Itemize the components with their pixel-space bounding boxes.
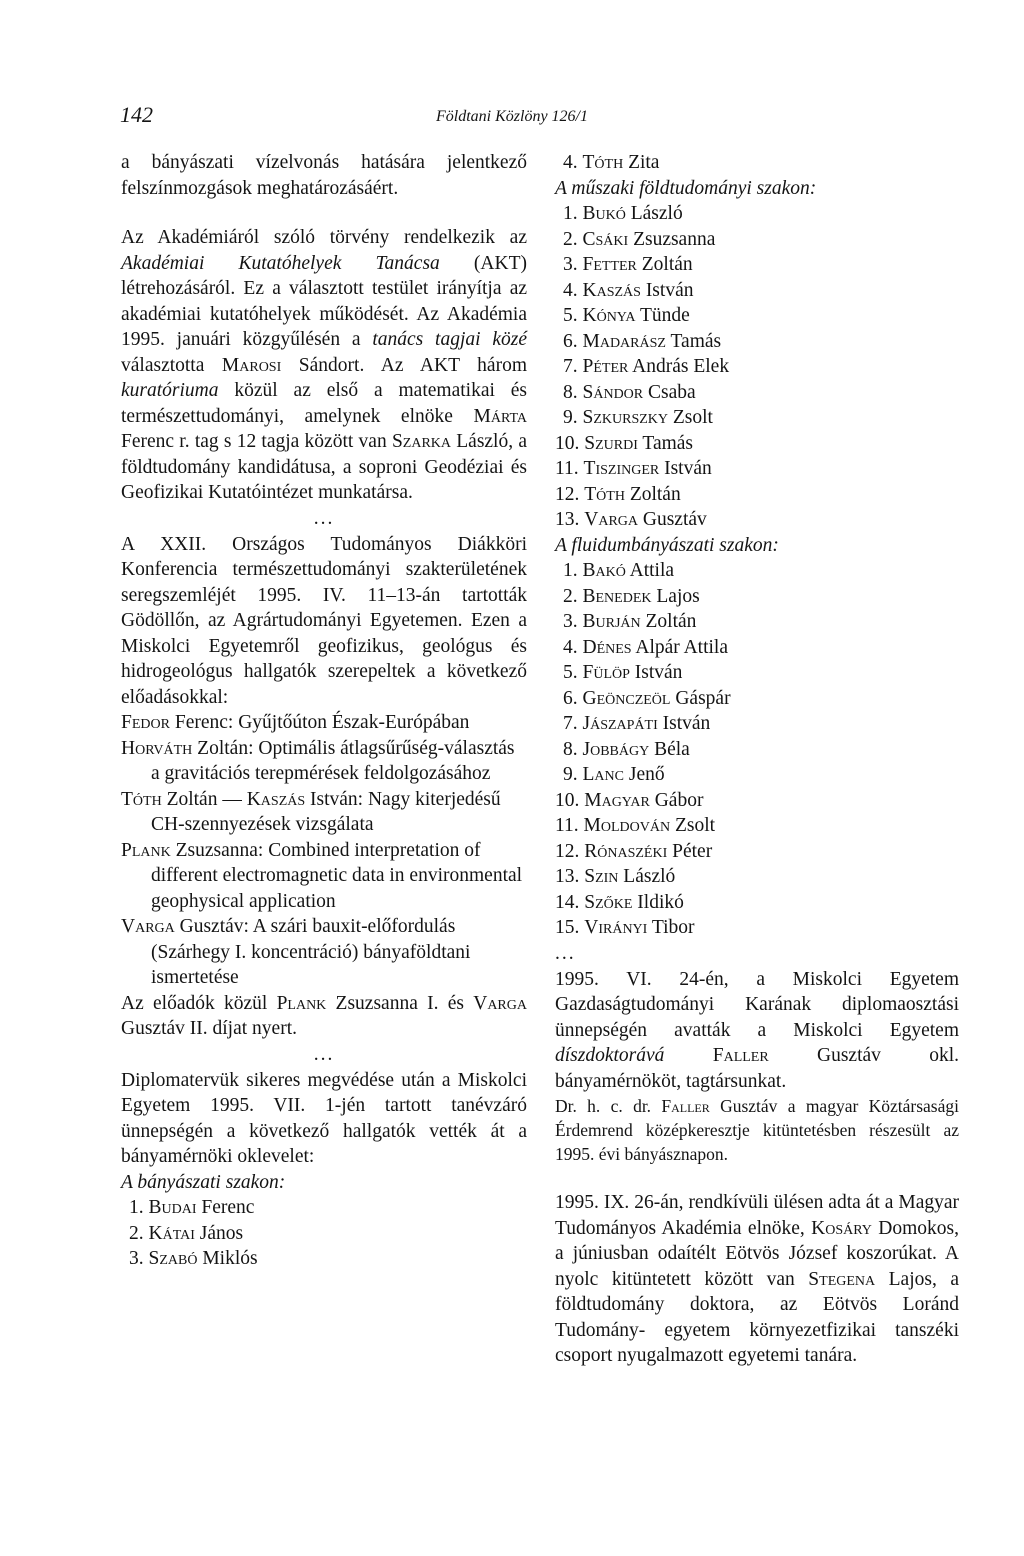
left-column (121, 150, 527, 1272)
graduate-list (555, 150, 959, 176)
list-item: 9. Szkurszky Zsolt (563, 407, 713, 428)
list-item: 11. Tiszinger István (555, 458, 712, 479)
list-item: 4. Kaszás István (563, 279, 694, 301)
page-number: 142 (120, 102, 153, 127)
paragraph: a bányászati vízelvonás hatására jelentkező felszínmozgások meghatározásáért. (121, 152, 527, 199)
list-heading: A fluidumbányászati szakon: (555, 534, 779, 556)
list-item: 3. Burján Zoltán (563, 611, 697, 632)
list-item: 7. Jászapáti István (563, 713, 711, 734)
paragraph-honorary: 1995. VI. 24-én, a Miskolci Egyetem Gazdaságtudományi Karának diplomaosztási ünnepségén avatták a Miskolci Egyetem díszdoktorává Faller Gusztáv okl. bányamérnököt, tagtársunkat. (555, 968, 959, 1092)
talk-entry: Plank Zsuzsanna: Combined interpretation of different electromagnetic data in environmental geophysical application (121, 839, 523, 912)
list-item: 8. Sándor Csaba (563, 381, 696, 403)
list-item: 3. Fetter Zoltán (563, 254, 693, 275)
running-header: Földtani Közlöny 126/1 (436, 108, 588, 125)
paragraph-award: Dr. h. c. dr. Faller Gusztáv a magyar Köztársasági Érdemrend középkeresztje kitüntetésben részesült az 1995. évi bányásznapon. (555, 1096, 959, 1164)
list-item: 13. Varga Gusztáv (555, 509, 707, 530)
list-item: 2. Benedek Lajos (563, 585, 700, 607)
list-item: 1. Budai Ferenc (129, 1197, 255, 1218)
list-item: 1. Bukó László (563, 203, 683, 224)
list-item: 14. Szőke Ildikó (555, 891, 684, 913)
list-item: 5. Fülöp István (563, 662, 683, 683)
list-item: 2. Kátai János (129, 1222, 244, 1244)
paragraph-eotvos: 1995. IX. 26-án, rendkívüli ülésen adta át a Magyar Tudományos Akadémia elnöke, Kosáry Domokos, a júniusban odaítélt Eötvös József koszorúkat. A nyolc kitüntetett között van Stegena Lajos, a földtudomány doktora, az Eötvös Loránd Tudomány- egyetem környezetfizikai tanszéki csoport nyugalmazott egyetemi tanára. (555, 1192, 960, 1366)
list-heading: A műszaki földtudományi szakon: (555, 177, 817, 199)
paragraph-tdk: A XXII. Országos Tudományos Diákköri Konferencia természettudományi szakterületének seregszemléjét 1995. IV. 11–13-án tartották Gödöllőn, az Agrártudományi Egyetemen. Ezen a Miskolci Egyetemről geofizikus, geológus és hidrogeológus hallgatók szerepeltek a következő előadásokkal: (121, 533, 527, 708)
paragraph-akt: Az Akadémiáról szóló törvény rendelkezik az Akadémiai Kutatóhelyek Tanácsa (AKT) létrehozásáról. Ez a választott testület irányítja az akadémiai kutatóhelyek működését. Az Akadémia 1995. januári közgyűlésén a tanács tagjai közé választotta Marosi Sándort. Az AKT három kuratóriuma közül az első a matematikai és természettudományi, amelynek elnöke Márta Ferenc r. tag s 12 tagja között van Szarka László, a földtudomány kandidátusa, a soproni Geodéziai és Geofizikai Kutatóintézet munkatársa. (121, 227, 527, 503)
graduate-list-fluid (555, 558, 959, 941)
section-separator: ... (313, 507, 335, 529)
list-item: 3. Szabó Miklós (129, 1248, 258, 1269)
section-separator: ... (313, 1043, 335, 1065)
right-column (555, 150, 959, 1369)
list-item: 8. Jobbágy Béla (563, 738, 690, 760)
list-item: 15. Virányi Tibor (555, 917, 695, 938)
list-item: 2. Csáki Zsuzsanna (563, 228, 716, 250)
graduate-list (121, 1195, 527, 1272)
paragraph-prize: Az előadók közül Plank Zsuzsanna I. és Varga Gusztáv II. díjat nyert. (121, 992, 527, 1039)
list-item: 7. Péter András Elek (563, 356, 730, 377)
graduate-list-tech (555, 201, 959, 533)
list-item: 13. Szin László (555, 866, 676, 887)
list-item: 12. Tóth Zoltán (555, 483, 681, 505)
list-item: 10. Magyar Gábor (555, 789, 704, 811)
talk-entry: Varga Gusztáv: A szári bauxit-előfordulás (Szárhegy I. koncentráció) bányaföldtani ismertetése (121, 916, 471, 988)
list-heading: A bányászati szakon: (121, 1171, 286, 1193)
list-item: 6. Madarász Tamás (563, 330, 722, 352)
list-item: 1. Bakó Attila (563, 560, 675, 581)
talk-entry: Horváth Zoltán: Optimális átlagsűrűség-választás a gravitációs terepmérések feldolgozásához (121, 737, 515, 784)
list-item: 5. Kónya Tünde (563, 305, 690, 326)
paragraph-diploma: Diplomatervük sikeres megvédése után a Miskolci Egyetem 1995. VII. 1-jén tartott tanévzáró ünnepségén a következő hallgatók vették át a bányamérnöki oklevelet: (121, 1069, 527, 1167)
list-item: 6. Geönczeöl Gáspár (563, 687, 731, 709)
list-item: 9. Lanc Jenő (563, 764, 665, 785)
list-item: 11. Moldován Zsolt (555, 815, 716, 836)
list-item: 10. Szurdi Tamás (555, 432, 694, 454)
list-item: 4. Tóth Zita (563, 152, 660, 173)
list-item: 4. Dénes Alpár Attila (563, 636, 728, 658)
talk-entry: Fedor Ferenc: Gyűjtőúton Észak-Európában (121, 712, 470, 733)
list-item: 12. Rónaszéki Péter (555, 840, 713, 862)
section-separator: ... (555, 942, 576, 964)
talk-entry: Tóth Zoltán — Kaszás István: Nagy kiterjedésű CH-szennyezések vizsgálata (121, 788, 501, 835)
